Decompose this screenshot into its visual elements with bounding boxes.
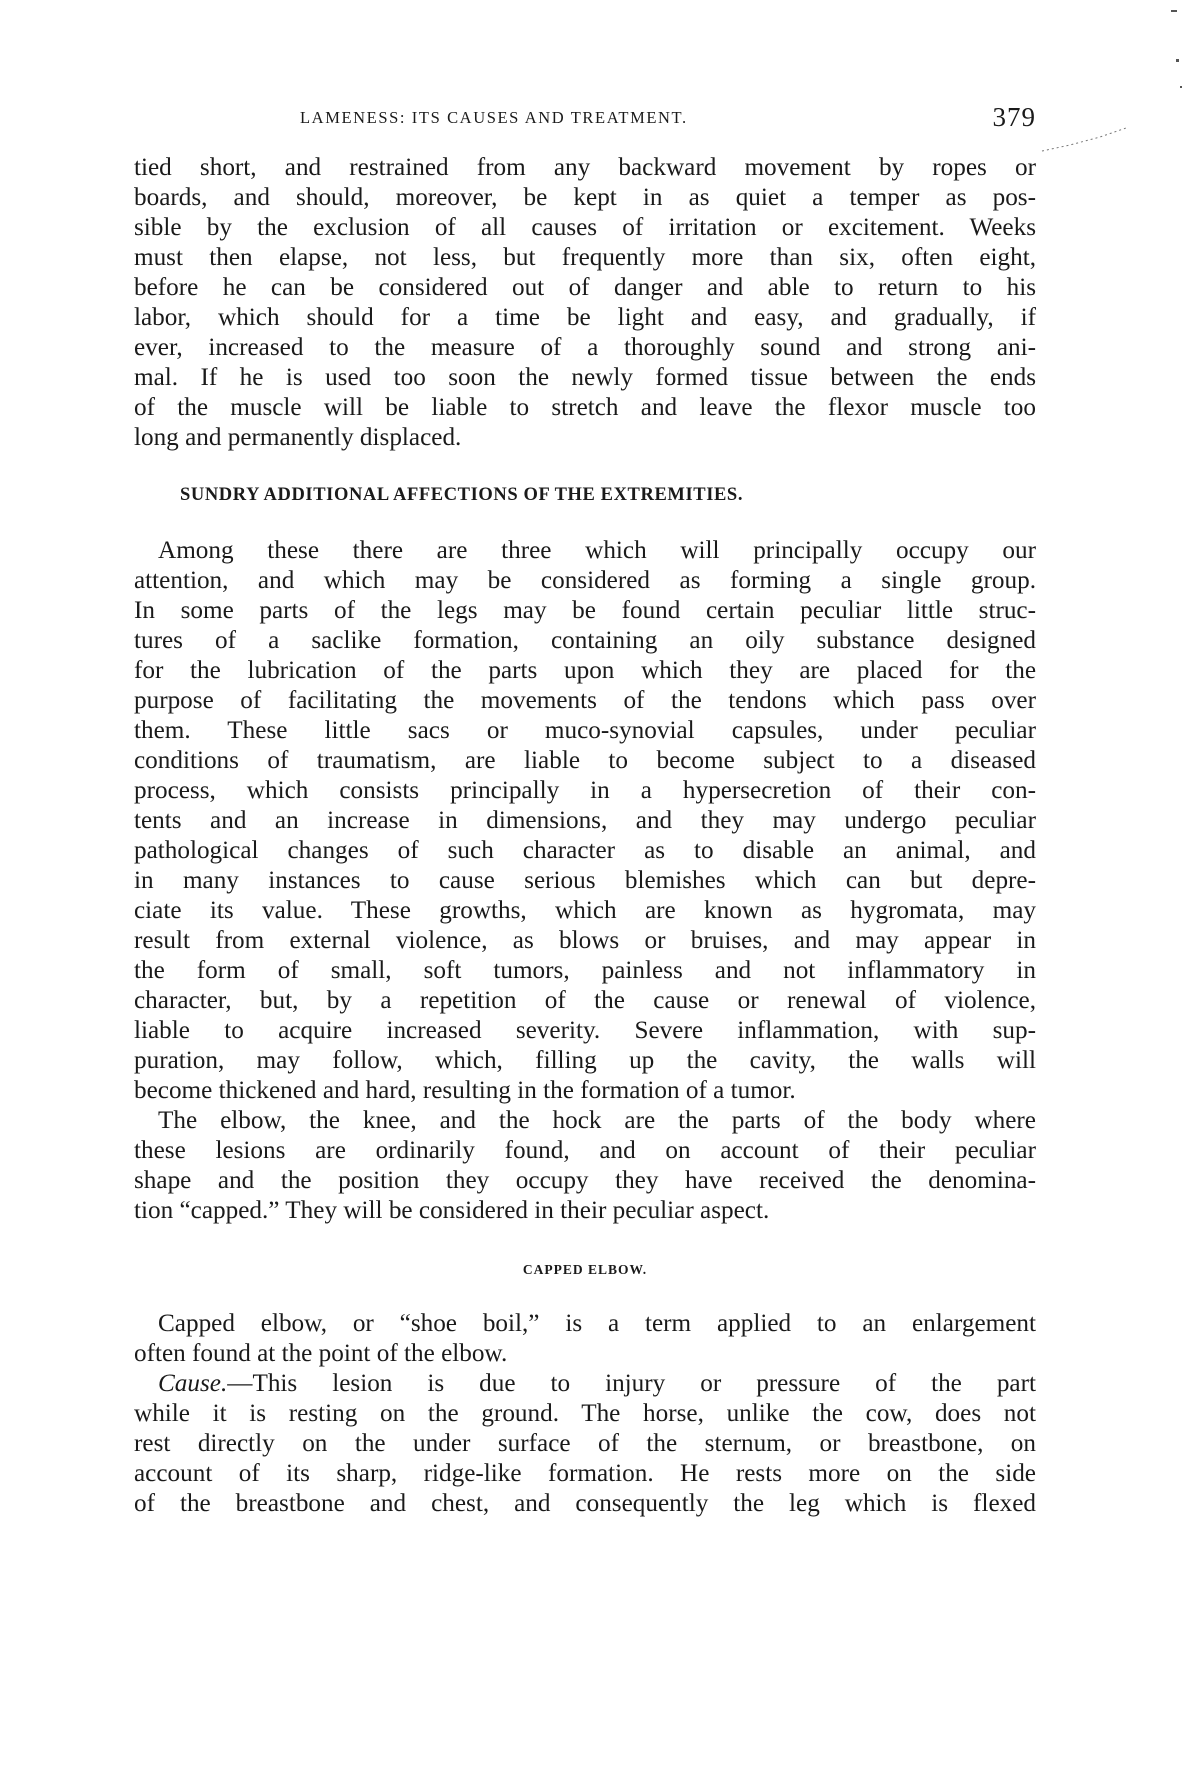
text-line: for the lubrication of the parts upon which they are placed for the — [134, 657, 1036, 684]
text-line: often found at the point of the elbow. — [134, 1340, 508, 1367]
running-title: LAMENESS: ITS CAUSES AND TREATMENT. — [300, 108, 688, 127]
text-line: Among these there are three which will principally occupy our — [158, 537, 1036, 564]
text-line: boards, and should, moreover, be kept in as quiet a temper as pos- — [134, 184, 1036, 211]
text-line: them. These little sacs or muco-synovial capsules, under peculiar — [134, 717, 1036, 744]
text-line: The elbow, the knee, and the hock are the parts of the body where — [158, 1107, 1036, 1134]
text-line: the form of small, soft tumors, painless and not inflammatory in — [134, 957, 1036, 984]
text-line: tion “capped.” They will be considered in their peculiar aspect. — [134, 1197, 770, 1224]
text-line: In some parts of the legs may be found certain peculiar little struc- — [134, 597, 1036, 624]
scan-speck — [1171, 10, 1177, 12]
subheading: CAPPED ELBOW. — [522, 1262, 648, 1277]
text-line: shape and the position they occupy they have received the denomina- — [134, 1167, 1036, 1194]
text-line: in many instances to cause serious blemishes which can but depre- — [134, 867, 1036, 894]
text-line: account of its sharp, ridge-like formation. He rests more on the side — [134, 1460, 1036, 1487]
scan-speck — [1180, 86, 1182, 88]
text-line: puration, may follow, which, filling up the cavity, the walls will — [134, 1047, 1036, 1074]
text-line: these lesions are ordinarily found, and on account of their peculiar — [134, 1137, 1036, 1164]
text-line: of the muscle will be liable to stretch and leave the flexor muscle too — [134, 394, 1036, 421]
text-line: while it is resting on the ground. The horse, unlike the cow, does not — [134, 1400, 1036, 1427]
running-head — [134, 102, 1036, 134]
text-line: process, which consists principally in a hypersecretion of their con- — [134, 777, 1036, 804]
text-line: become thickened and hard, resulting in the formation of a tumor. — [134, 1077, 796, 1104]
text-line: mal. If he is used too soon the newly formed tissue between the ends — [134, 364, 1036, 391]
text-line: tents and an increase in dimensions, and they may undergo peculiar — [134, 807, 1036, 834]
text-line: long and permanently displaced. — [134, 424, 462, 451]
text-line: character, but, by a repetition of the cause or renewal of violence, — [134, 987, 1036, 1014]
text-line: before he can be considered out of danger and able to return to his — [134, 274, 1036, 301]
section-heading: SUNDRY ADDITIONAL AFFECTIONS OF THE EXTREMITIES. — [180, 485, 744, 505]
text-line: tures of a saclike formation, containing an oily substance designed — [134, 627, 1036, 654]
text-line: liable to acquire increased severity. Severe inflammation, with sup- — [134, 1017, 1036, 1044]
text-line: pathological changes of such character as to disable an animal, and — [134, 837, 1036, 864]
text-line: Cause.—This lesion is due to injury or pressure of the part — [158, 1370, 1036, 1397]
text-line: sible by the exclusion of all causes of irritation or excitement. Weeks — [134, 214, 1036, 241]
scan-speck — [1176, 59, 1179, 62]
text-line: result from external violence, as blows or bruises, and may appear in — [134, 927, 1036, 954]
text-line: rest directly on the under surface of the sternum, or breastbone, on — [134, 1430, 1036, 1457]
text-line: of the breastbone and chest, and consequently the leg which is flexed — [134, 1490, 1036, 1517]
page-number: 379 — [992, 102, 1036, 132]
text-line: tied short, and restrained from any backward movement by ropes or — [134, 154, 1036, 181]
text-line: conditions of traumatism, are liable to become subject to a diseased — [134, 747, 1036, 774]
text-line: ever, increased to the measure of a thoroughly sound and strong ani- — [134, 334, 1036, 361]
text-line: labor, which should for a time be light and easy, and gradually, if — [134, 304, 1036, 331]
text-line: Capped elbow, or “shoe boil,” is a term applied to an enlargement — [158, 1310, 1036, 1337]
text-line: must then elapse, not less, but frequently more than six, often eight, — [134, 244, 1036, 271]
text-line: attention, and which may be considered as forming a single group. — [134, 567, 1036, 594]
text-line: purpose of facilitating the movements of the tendons which pass over — [134, 687, 1036, 714]
margin-pencil-mark — [1040, 125, 1130, 155]
text-line: ciate its value. These growths, which are known as hygromata, may — [134, 897, 1036, 924]
cause-lead-in: Cause. — [158, 1370, 228, 1397]
